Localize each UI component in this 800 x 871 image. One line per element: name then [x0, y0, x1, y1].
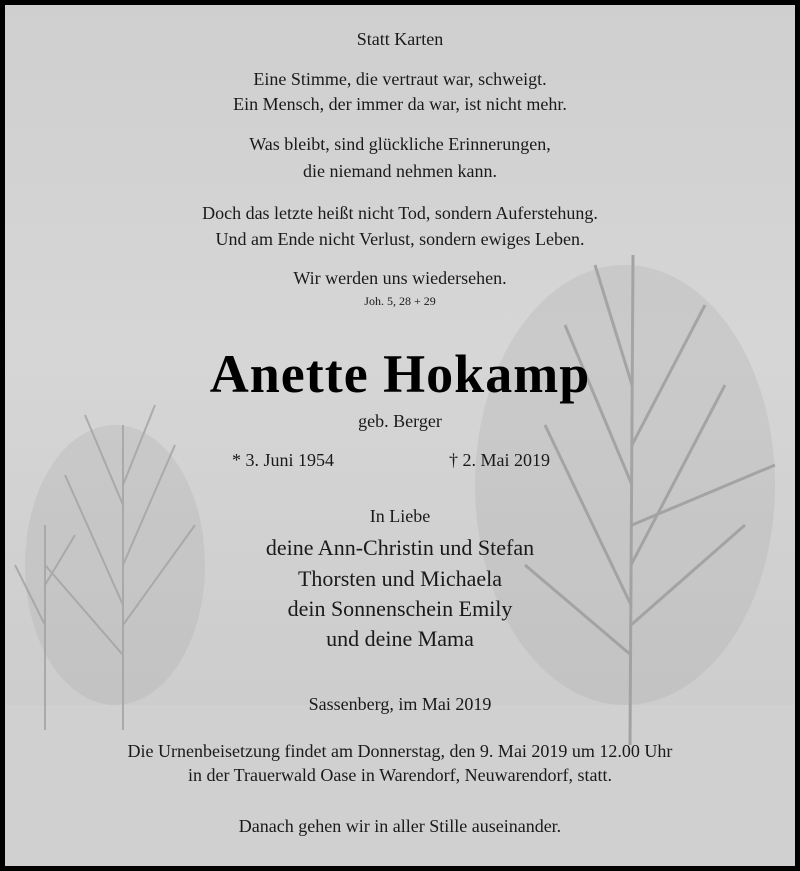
mourner-line: Thorsten und Michaela — [297, 566, 503, 591]
verse-line: die niemand nehmen kann. — [303, 161, 497, 181]
mourner-line: und deine Mama — [326, 626, 474, 651]
verse-line: Ein Mensch, der immer da war, ist nicht mehr. — [233, 94, 567, 114]
ceremony-line: Die Urnenbeisetzung findet am Donnerstag, den 9. Mai 2019 um 12.00 Uhr — [127, 741, 673, 761]
verse-line: Was bleibt, sind glückliche Erinnerungen, — [249, 134, 551, 154]
verse-line: Und am Ende nicht Verlust, sondern ewiges Leben. — [215, 229, 585, 249]
verse-line: Eine Stimme, die vertraut war, schweigt. — [253, 69, 547, 89]
header-text: Statt Karten — [356, 29, 444, 49]
death-date: † 2. Mai 2019 — [449, 450, 550, 470]
closing-text: Danach gehen wir in aller Stille auseinander. — [238, 816, 562, 836]
birth-date: * 3. Juni 1954 — [232, 450, 335, 470]
mourner-line: deine Ann-Christin und Stefan — [265, 535, 535, 560]
mourner-line: dein Sonnenschein Emily — [287, 596, 513, 621]
place-date: Sassenberg, im Mai 2019 — [308, 694, 492, 714]
verse-line: Wir werden uns wiedersehen. — [293, 268, 507, 288]
verse-line: Doch das letzte heißt nicht Tod, sondern Auferstehung. — [202, 203, 598, 223]
maiden-name: geb. Berger — [358, 411, 442, 431]
bible-reference: Joh. 5, 28 + 29 — [364, 294, 436, 308]
deceased-name: Anette Hokamp — [209, 344, 591, 404]
ceremony-line: in der Trauerwald Oase in Warendorf, Neuwarendorf, statt. — [187, 765, 613, 785]
mourners-intro: In Liebe — [369, 506, 431, 526]
